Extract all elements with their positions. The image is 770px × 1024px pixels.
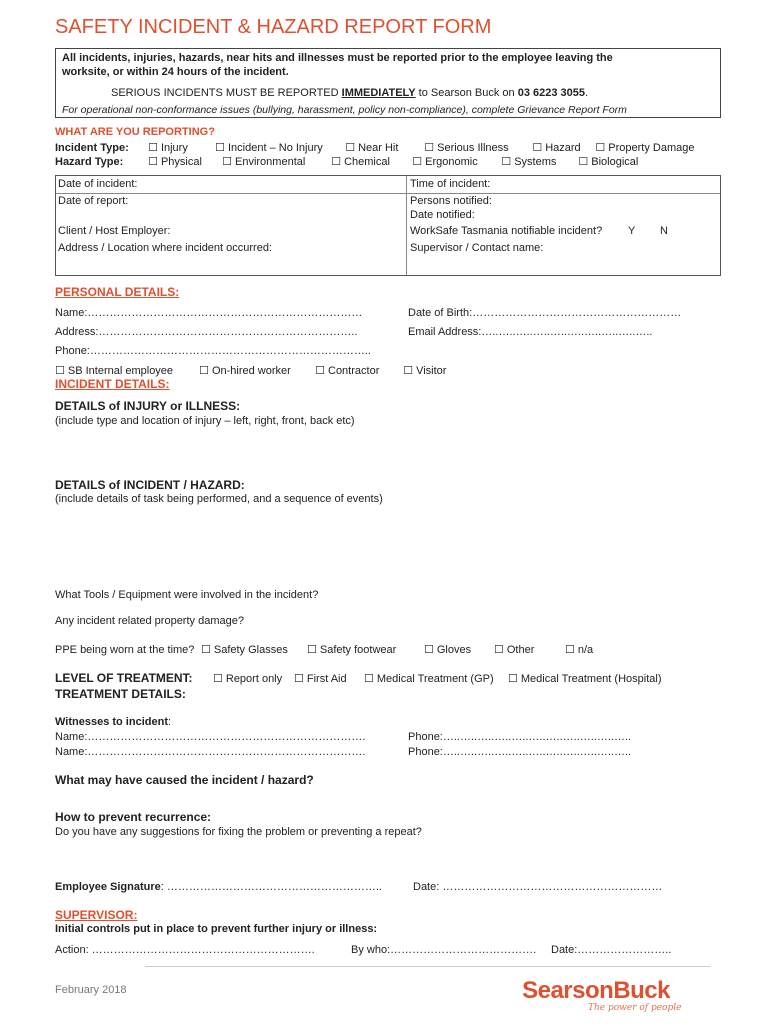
phone-field[interactable]: Phone:………………………………………………………………….. — [55, 345, 371, 357]
witness-phone-2[interactable]: Phone:…..…..…..…..…..…..…..…..…..…..….. — [408, 746, 632, 758]
date-of-incident-field[interactable]: Date of incident: — [58, 178, 138, 190]
checkbox-on-hired-worker[interactable]: ☐ On-hired worker — [199, 364, 312, 377]
searson-buck-logo — [522, 977, 670, 1005]
by-who-field[interactable]: By who:…………………………………. — [351, 944, 537, 956]
checkbox-visitor[interactable]: ☐ Visitor — [403, 365, 446, 377]
grid-rule — [56, 193, 720, 194]
checkbox-hazard[interactable]: ☐ Hazard — [532, 141, 592, 154]
footer-date: February 2018 — [55, 984, 127, 996]
form-title: SAFETY INCIDENT & HAZARD REPORT FORM — [55, 16, 492, 38]
checkbox-injury[interactable]: ☐ Injury — [148, 141, 212, 154]
checkbox-gloves[interactable]: ☐ Gloves — [424, 643, 494, 656]
checkbox-near-hit[interactable]: ☐ Near Hit — [345, 141, 421, 154]
checkbox-incident-no-injury[interactable]: ☐ Incident – No Injury — [215, 141, 342, 154]
witness-name-2[interactable]: Name:…………………………………………………………………. — [55, 746, 366, 758]
checkbox-serious-illness[interactable]: ☐ Serious Illness — [424, 141, 529, 154]
email-field[interactable]: Email Address:…..…..…..…..…..…..…..…..…..….. — [408, 326, 653, 338]
hazard-type-label: Hazard Type: — [55, 156, 124, 168]
tools-question[interactable]: What Tools / Equipment were involved in the incident? — [55, 589, 319, 601]
suggestions-question: Do you have any suggestions for fixing the problem or preventing a repeat? — [55, 826, 422, 838]
employment-type-row — [55, 364, 446, 377]
incident-location-field[interactable]: Address / Location where incident occurred: — [58, 242, 273, 254]
treatment-details-heading: TREATMENT DETAILS: — [55, 687, 186, 701]
serious-phone: 03 6223 3055 — [517, 87, 586, 99]
serious-emphasis: IMMEDIATELY — [341, 87, 416, 99]
hazard-details-heading: DETAILS of INCIDENT / HAZARD: — [55, 478, 245, 492]
treatment-level-row — [55, 671, 661, 685]
witness-phone-1[interactable]: Phone:…..…..…..…..…..…..…..…..…..…..….. — [408, 731, 632, 743]
initial-controls-label: Initial controls put in place to prevent further injury or illness: — [55, 923, 378, 935]
notice-line-1: All incidents, injuries, hazards, near hits and illnesses must be reported prior to the employee leaving the — [62, 52, 613, 64]
incident-details-heading: INCIDENT DETAILS: — [55, 377, 170, 391]
incident-type-row — [55, 141, 694, 154]
ppe-row — [55, 643, 593, 656]
checkbox-medical-hospital[interactable]: ☐ Medical Treatment (Hospital) — [508, 673, 661, 685]
hazard-details-note: (include details of task being performed, and a sequence of events) — [55, 493, 383, 505]
worksafe-yes[interactable]: Y — [628, 225, 636, 237]
witnesses-heading: Witnesses to incident — [55, 716, 168, 728]
supervisor-date-field[interactable]: Date:…………………….. — [551, 944, 672, 956]
signature-label: Employee Signature — [55, 881, 161, 893]
notice-line-2: worksite, or within 24 hours of the incident. — [62, 66, 289, 78]
checkbox-systems[interactable]: ☐ Systems — [501, 155, 575, 168]
injury-details-heading: DETAILS of INJURY or ILLNESS: — [55, 399, 241, 413]
checkbox-biological[interactable]: ☐ Biological — [578, 156, 638, 168]
action-field[interactable]: Action: ……………………………………………………. — [55, 944, 315, 956]
checkbox-medical-gp[interactable]: ☐ Medical Treatment (GP) — [364, 672, 508, 685]
hazard-type-row — [55, 155, 638, 168]
logo-tagline: The power of people — [588, 1003, 682, 1013]
checkbox-environmental[interactable]: ☐ Environmental — [222, 155, 328, 168]
reporting-heading: WHAT ARE YOU REPORTING? — [55, 126, 215, 138]
checkbox-contractor[interactable]: ☐ Contractor — [315, 364, 400, 377]
address-field[interactable]: Address:…………………………………………………………….. — [55, 326, 358, 338]
checkbox-na[interactable]: ☐ n/a — [565, 644, 593, 656]
treatment-level-label: LEVEL OF TREATMENT: — [55, 671, 193, 685]
date-notified-field[interactable]: Date notified: — [410, 209, 475, 221]
checkbox-sb-internal-employee[interactable]: ☐ SB Internal employee — [55, 364, 196, 377]
checkbox-property-damage[interactable]: ☐ Property Damage — [595, 142, 694, 154]
prevent-heading: How to prevent recurrence: — [55, 810, 212, 824]
serious-pre: SERIOUS INCIDENTS MUST BE REPORTED — [111, 87, 342, 99]
checkbox-chemical[interactable]: ☐ Chemical — [331, 155, 409, 168]
logo-buck: Buck — [613, 977, 670, 1004]
incident-type-label: Incident Type: — [55, 142, 129, 154]
checkbox-report-only[interactable]: ☐ Report only — [213, 672, 294, 685]
serious-notice — [111, 87, 588, 99]
supervisor-heading: SUPERVISOR: — [55, 908, 138, 922]
witness-name-1[interactable]: Name:…………………………………………………………………. — [55, 731, 366, 743]
persons-notified-field[interactable]: Persons notified: — [410, 195, 492, 207]
checkbox-first-aid[interactable]: ☐ First Aid — [294, 672, 364, 685]
checkbox-other[interactable]: ☐ Other — [494, 643, 565, 656]
checkbox-safety-footwear[interactable]: ☐ Safety footwear — [307, 643, 424, 656]
date-of-birth-field[interactable]: Date of Birth:………………………………………………… — [408, 307, 682, 319]
checkbox-ergonomic[interactable]: ☐ Ergonomic — [412, 155, 498, 168]
serious-mid: to Searson Buck on — [415, 87, 518, 99]
client-host-employer-field[interactable]: Client / Host Employer: — [58, 225, 171, 237]
injury-details-note: (include type and location of injury – left, right, front, back etc) — [55, 415, 355, 427]
grid-divider — [406, 176, 407, 275]
serious-end: . — [585, 87, 589, 99]
witnesses-colon: : — [167, 716, 172, 728]
supervisor-contact-field[interactable]: Supervisor / Contact name: — [410, 242, 544, 254]
worksafe-question: WorkSafe Tasmania notifiable incident? — [410, 225, 603, 237]
grievance-note: For operational non-conformance issues (bullying, harassment, policy non-compliance), complete Grievance Report Form — [62, 104, 627, 116]
checkbox-safety-glasses[interactable]: ☐ Safety Glasses — [201, 643, 307, 656]
signature-date-field[interactable]: Date: …………………………………………………… — [413, 881, 663, 893]
property-damage-question[interactable]: Any incident related property damage? — [55, 615, 244, 627]
name-field[interactable]: Name:………………………………………………………………… — [55, 307, 363, 319]
worksafe-no[interactable]: N — [660, 225, 668, 237]
cause-heading: What may have caused the incident / hazard? — [55, 773, 314, 787]
personal-details-heading: PERSONAL DETAILS: — [55, 285, 180, 299]
time-of-incident-field[interactable]: Time of incident: — [410, 178, 491, 190]
ppe-label: PPE being worn at the time? — [55, 644, 195, 656]
footer-rule — [145, 966, 710, 967]
logo-searson: Searson — [522, 977, 614, 1004]
checkbox-physical[interactable]: ☐ Physical — [148, 155, 219, 168]
signature-dots: : ………………………………………………….. — [160, 881, 382, 893]
date-of-report-field[interactable]: Date of report: — [58, 195, 129, 207]
employee-signature-line[interactable] — [55, 881, 382, 893]
witnesses-heading-line — [55, 716, 171, 728]
